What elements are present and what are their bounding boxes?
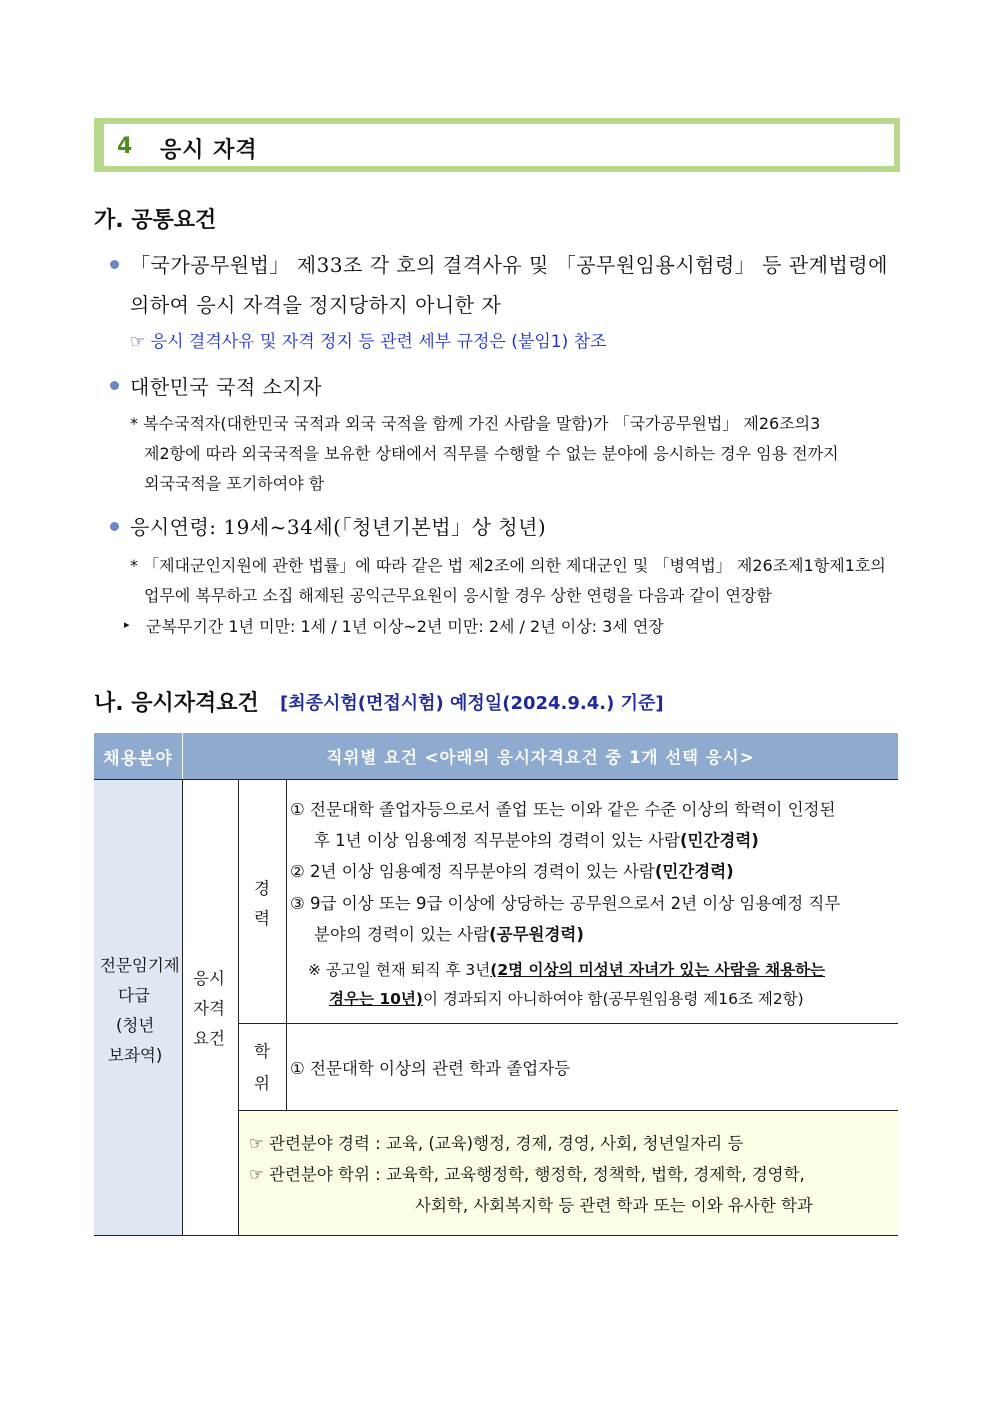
common-bullet-2: 대한민국 국적 소지자 [130, 375, 323, 399]
section-header-inner [104, 124, 894, 166]
table-divider [286, 780, 287, 1110]
requirement-label-line-3: 요건 [193, 1029, 225, 1048]
common-bullet-1-line-1: 「국가공무원법」 제33조 각 호의 결격사유 및 「공무원임용시험령」 등 관계법령에 [130, 253, 888, 277]
career-item-1-line-2 [314, 827, 759, 851]
career-label-line-1: 경 [254, 879, 270, 898]
requirement-label-line-1: 응시 [193, 969, 225, 988]
career-note-line-1 [308, 958, 825, 980]
qualification-criteria: [최종시험(면접시험) 예정일(2024.9.4.) 기준] [280, 693, 664, 714]
common-bullet-1-reference: ☞ 응시 결격사유 및 자격 정지 등 관련 세부 규정은 (붙임1) 참조 [130, 332, 607, 352]
career-item-1-type: (민간경력) [680, 831, 759, 850]
section-header [94, 118, 900, 172]
section-title: 응시 자격 [160, 138, 258, 163]
field-line-3: (청년 [116, 1016, 155, 1035]
career-item-3-text: 분야의 경력이 있는 사람 [314, 925, 490, 944]
career-item-2-type: (민간경력) [654, 862, 734, 881]
section-number: 4 [117, 134, 133, 159]
common-bullet-2-note-3: 외국국적을 포기하여야 함 [144, 474, 325, 493]
degree-item-1: ① 전문대학 이상의 관련 학과 졸업자등 [290, 1059, 571, 1078]
table-header-field: 채용분야 [94, 733, 182, 779]
field-line-4: 보좌역) [108, 1046, 163, 1065]
career-label-line-2: 력 [254, 909, 270, 928]
bullet-dot [110, 522, 119, 531]
career-item-2 [290, 858, 734, 882]
common-bullet-2-note-2: 제2항에 따라 외국국적을 보유한 상태에서 직무를 수행할 수 없는 분야에 응시하는 경우 임용 전까지 [144, 444, 839, 463]
career-item-2-text: ② 2년 이상 임용예정 직무분야의 경력이 있는 사람 [290, 862, 655, 881]
career-item-1-line-1: ① 전문대학 졸업자등으로서 졸업 또는 이와 같은 수준 이상의 학력이 인정된 [290, 800, 836, 819]
degree-label-line-1: 학 [254, 1042, 270, 1061]
common-bullet-3-sub: 군복무기간 1년 미만: 1세 / 1년 이상~2년 미만: 2세 / 2년 이상: 3세 연장 [146, 617, 664, 636]
requirement-label-line-2: 자격 [193, 999, 225, 1018]
table-header-requirements: 직위별 요건 <아래의 응시자격요건 중 1개 선택 응시> [183, 733, 898, 779]
career-note-text: 이 경과되지 아니하여야 함(공무원임용령 제16조 제2항) [422, 990, 804, 1008]
table-divider [238, 1023, 898, 1024]
table-divider [94, 779, 898, 780]
related-career: ☞ 관련분야 경력 : 교육, (교육)행정, 경제, 경영, 사회, 청년일자리 등 [249, 1134, 744, 1153]
career-item-1-text: 후 1년 이상 임용예정 직무분야의 경력이 있는 사람 [314, 831, 680, 850]
career-item-3-type: (공무원경력) [489, 925, 584, 944]
degree-label-line-2: 위 [254, 1074, 270, 1093]
career-note-emphasis: 경우는 10년) [329, 990, 423, 1008]
qualification-heading: 나. 응시자격요건 [94, 691, 259, 716]
common-bullet-3-note-2: 업무에 복무하고 소집 해제된 공익근무요원이 응시할 경우 상한 연령을 다음과 같이 연장함 [144, 586, 772, 605]
related-degree-line-2: 사회학, 사회복지학 등 관련 학과 또는 이와 유사한 학과 [415, 1196, 813, 1215]
field-line-2: 다급 [118, 986, 150, 1005]
field-line-1: 전문임기제 [100, 956, 180, 975]
header-divider [182, 733, 183, 779]
common-bullet-3-note-1: * 「제대군인지원에 관한 법률」에 따라 같은 법 제2조에 의한 제대군인 및 「병역법」 제26조제1항제1호의 [130, 556, 886, 575]
qualification-table [94, 733, 898, 1236]
common-bullet-3: 응시연령: 19세~34세(「청년기본법」상 청년) [130, 515, 547, 539]
career-note-line-2 [329, 987, 804, 1009]
related-degree-line-1: ☞ 관련분야 학위 : 교육학, 교육행정학, 행정학, 정책학, 법학, 경제학, 경영학, [249, 1165, 805, 1184]
triangle-bullet-icon: ▸ [124, 618, 130, 631]
career-item-3-line-2 [314, 921, 584, 945]
career-note-emphasis: (2명 이상의 미성년 자녀가 있는 사람을 채용하는 [490, 961, 825, 979]
related-fields-box [239, 1111, 898, 1236]
bullet-dot [110, 260, 119, 269]
common-bullet-1-line-2: 의하여 응시 자격을 정지당하지 아니한 자 [130, 293, 502, 317]
career-item-3-line-1: ③ 9급 이상 또는 9급 이상에 상당하는 공무원으로서 2년 이상 임용예정 직무 [290, 894, 841, 913]
career-note-text: ※ 공고일 현재 퇴직 후 3년 [308, 961, 491, 979]
table-bottom-border [94, 1235, 898, 1236]
table-field-cell [94, 780, 182, 1236]
common-bullet-2-note-1: * 복수국적자(대한민국 국적과 외국 국적을 함께 가진 사람을 말함)가 「국가공무원법」 제26조의3 [130, 414, 821, 433]
table-divider [182, 780, 183, 1236]
bullet-dot [110, 381, 119, 390]
common-heading: 가. 공통요건 [94, 208, 217, 233]
